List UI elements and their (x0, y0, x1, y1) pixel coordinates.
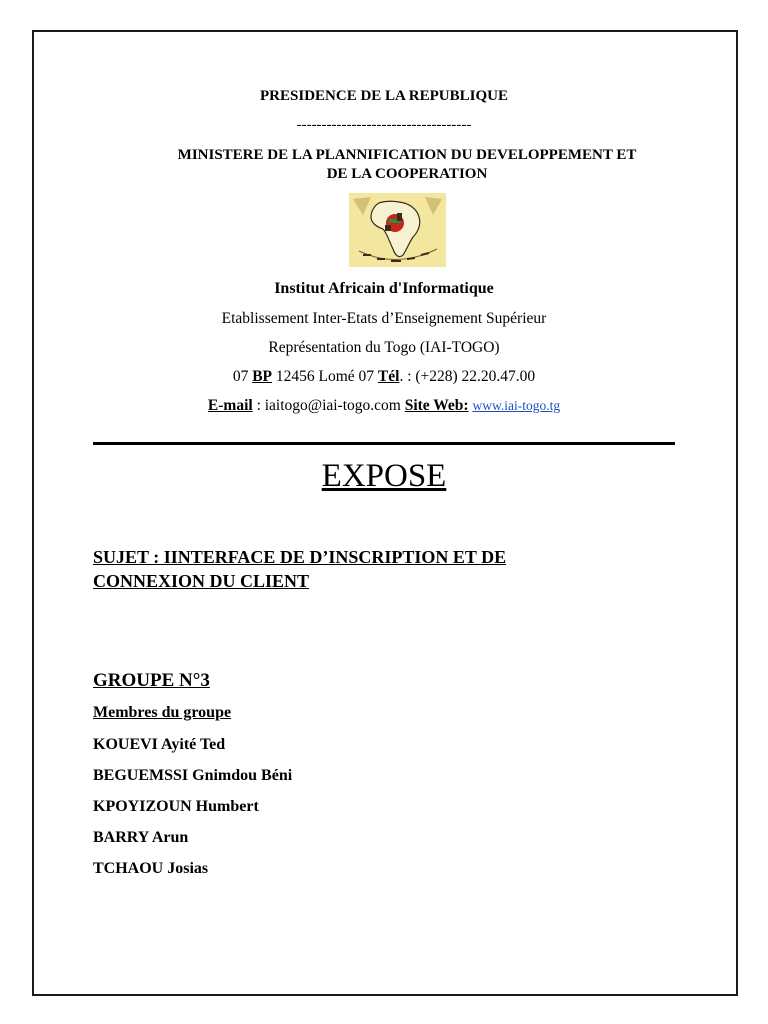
institute-contact (0, 397, 768, 415)
email-value: : iaitogo@iai-togo.com (252, 397, 405, 414)
members-list (93, 734, 292, 889)
ministere-line-2: DE LA COOPERATION (326, 166, 488, 182)
iai-logo-icon (349, 193, 446, 267)
member-item: KOUEVI Ayité Ted (93, 736, 226, 753)
member-item: BEGUEMSSI Gnimdou Béni (93, 767, 293, 784)
group-heading: GROUPE N°3 (93, 670, 210, 691)
bp-label: BP (252, 368, 272, 385)
presidence-heading: PRESIDENCE DE LA REPUBLIQUE (260, 88, 508, 104)
institute-representation: Représentation du Togo (IAI-TOGO) (268, 339, 500, 356)
subject-line-2: CONNEXION DU CLIENT (93, 571, 310, 591)
address-prefix: 07 (232, 368, 249, 385)
horizontal-rule (93, 442, 675, 445)
members-label: Membres du groupe (93, 704, 232, 721)
ministere-line-1: MINISTERE DE LA PLANNIFICATION DU DEVELOPPEMENT ET (177, 147, 637, 163)
email-label: E-mail (207, 397, 253, 414)
member-item: BARRY Arun (93, 829, 189, 846)
institute-subtitle: Etablissement Inter-Etats d’Enseignement Supérieur (221, 310, 547, 327)
member-item: TCHAOU Josias (93, 860, 209, 877)
site-label: Site Web: (404, 397, 469, 414)
separator-dashes: ----------------------------------- (296, 117, 472, 133)
subject-line-1: SUJET : IINTERFACE DE D’INSCRIPTION ET DE (93, 547, 507, 567)
institute-name: Institut Africain d'Informatique (274, 280, 494, 297)
document-title: EXPOSE (321, 458, 447, 494)
site-link[interactable]: www.iai-togo.tg (472, 398, 561, 413)
institute-address (0, 368, 768, 386)
address-mid: 12456 Lomé 07 (275, 368, 375, 385)
member-item: KPOYIZOUN Humbert (93, 798, 259, 815)
tel-label: Tél (377, 368, 400, 385)
tel-value: . : (+228) 22.20.47.00 (399, 368, 536, 385)
